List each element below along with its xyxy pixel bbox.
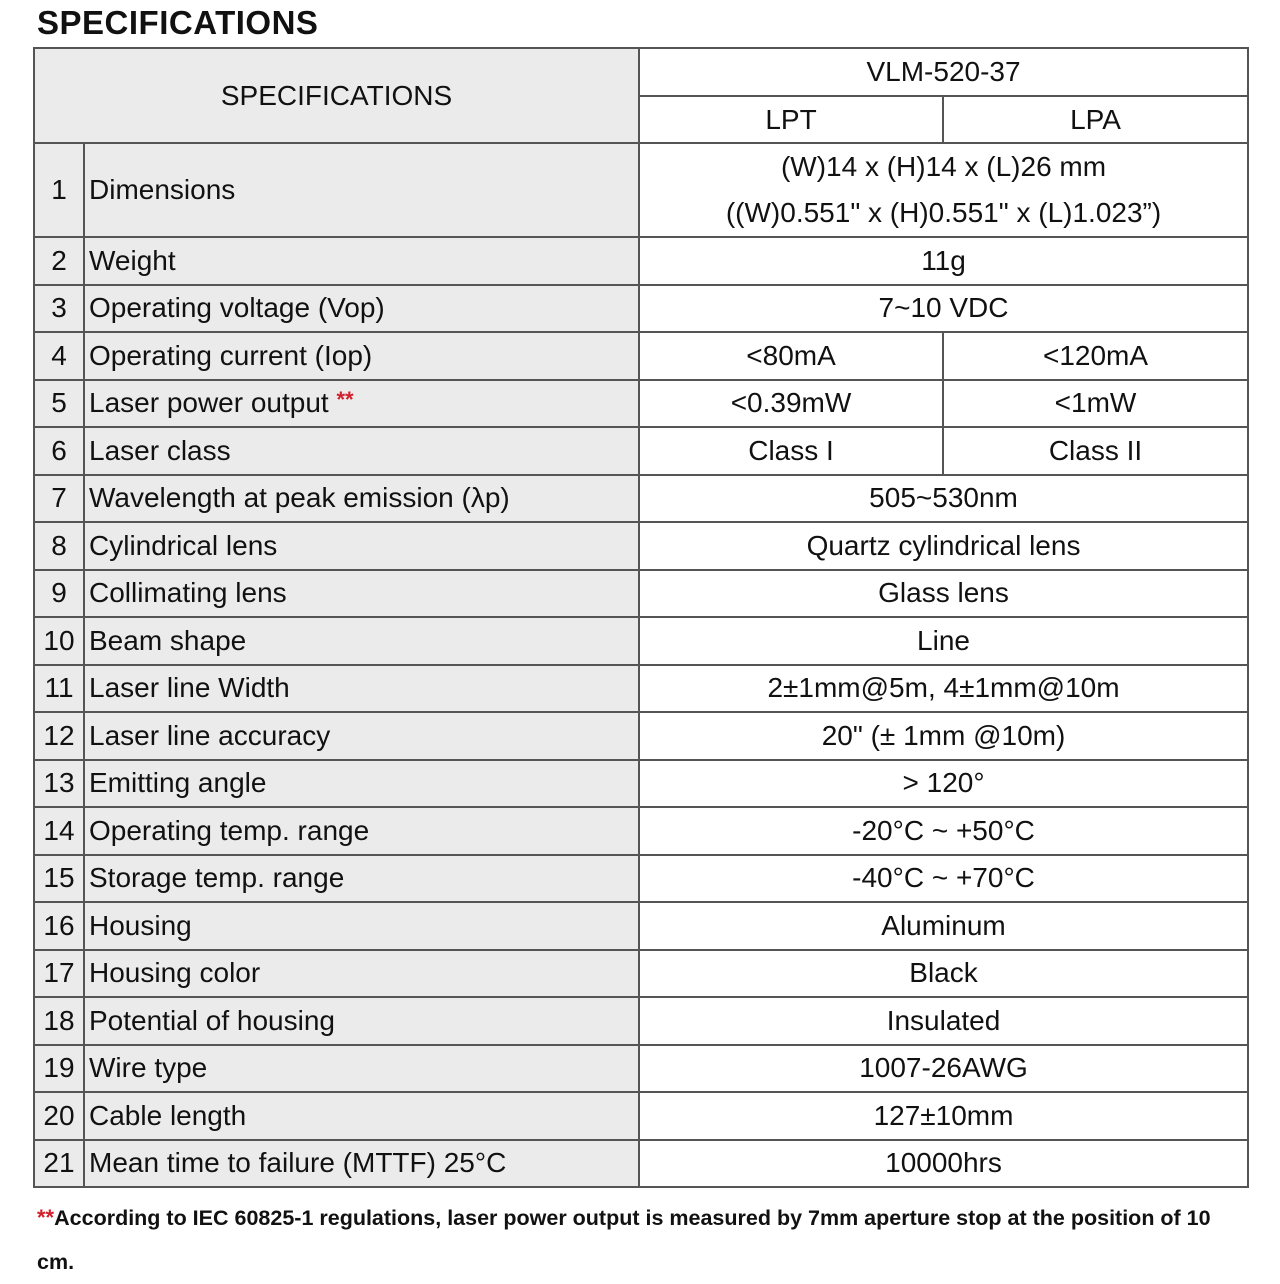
table-row <box>34 950 1248 998</box>
header-model: VLM-520-37 <box>639 48 1248 96</box>
header-spec-label: SPECIFICATIONS <box>34 48 639 143</box>
table-row <box>34 760 1248 808</box>
row-number: 16 <box>34 902 84 950</box>
row-number: 3 <box>34 285 84 333</box>
row-number: 20 <box>34 1092 84 1140</box>
row-value-lpa: <1mW <box>943 380 1248 428</box>
row-value: 11g <box>639 237 1248 285</box>
row-label: Operating current (Iop) <box>84 332 639 380</box>
row-number: 19 <box>34 1045 84 1093</box>
page-title: SPECIFICATIONS <box>37 4 319 41</box>
row-value-line2: ((W)0.551" x (H)0.551" x (L)1.023”) <box>725 197 1162 228</box>
row-number: 4 <box>34 332 84 380</box>
table-row <box>34 237 1248 285</box>
row-label: Dimensions <box>84 143 639 237</box>
row-label: Operating temp. range <box>84 807 639 855</box>
row-value <box>639 143 1248 237</box>
footnote-marker: ** <box>336 387 354 413</box>
row-value-lpa: <120mA <box>943 332 1248 380</box>
table-row <box>34 665 1248 713</box>
row-value: Glass lens <box>639 570 1248 618</box>
row-number: 8 <box>34 522 84 570</box>
row-number: 6 <box>34 427 84 475</box>
row-number: 21 <box>34 1140 84 1188</box>
table-row <box>34 1045 1248 1093</box>
table-row <box>34 807 1248 855</box>
row-value: 10000hrs <box>639 1140 1248 1188</box>
table-row <box>34 522 1248 570</box>
row-value: 127±10mm <box>639 1092 1248 1140</box>
row-label: Operating voltage (Vop) <box>84 285 639 333</box>
row-value: Aluminum <box>639 902 1248 950</box>
row-value: 20" (± 1mm @10m) <box>639 712 1248 760</box>
row-number: 12 <box>34 712 84 760</box>
row-label: Wavelength at peak emission (λp) <box>84 475 639 523</box>
row-label: Housing <box>84 902 639 950</box>
table-row <box>34 380 1248 428</box>
table-row <box>34 617 1248 665</box>
row-number: 14 <box>34 807 84 855</box>
row-label <box>84 380 639 428</box>
specifications-table <box>33 47 1249 1188</box>
table-row <box>34 285 1248 333</box>
table-row <box>34 332 1248 380</box>
table-row <box>34 427 1248 475</box>
row-label-text: Laser power output <box>89 387 329 419</box>
row-value-lpa: Class II <box>943 427 1248 475</box>
row-number: 9 <box>34 570 84 618</box>
row-number: 13 <box>34 760 84 808</box>
row-label: Laser line accuracy <box>84 712 639 760</box>
table-row <box>34 902 1248 950</box>
row-label: Laser line Width <box>84 665 639 713</box>
table-row <box>34 143 1248 237</box>
row-number: 5 <box>34 380 84 428</box>
row-value-lpt: <80mA <box>639 332 943 380</box>
table-row <box>34 1092 1248 1140</box>
row-value-lpt: Class I <box>639 427 943 475</box>
row-number: 17 <box>34 950 84 998</box>
row-value: Insulated <box>639 997 1248 1045</box>
footnote <box>37 1196 1237 1284</box>
row-label: Beam shape <box>84 617 639 665</box>
header-variant-lpa: LPA <box>943 96 1248 143</box>
row-number: 1 <box>34 143 84 237</box>
footnote-text: According to IEC 60825-1 regulations, laser power output is measured by 7mm aperture stop at the position of 10 cm. <box>37 1206 1211 1274</box>
row-value: 7~10 VDC <box>639 285 1248 333</box>
row-number: 2 <box>34 237 84 285</box>
row-label: Wire type <box>84 1045 639 1093</box>
row-label: Cylindrical lens <box>84 522 639 570</box>
row-label: Storage temp. range <box>84 855 639 903</box>
row-label: Emitting angle <box>84 760 639 808</box>
table-row <box>34 1140 1248 1188</box>
row-number: 10 <box>34 617 84 665</box>
row-value: Black <box>639 950 1248 998</box>
table-row <box>34 475 1248 523</box>
table-row <box>34 855 1248 903</box>
row-label: Mean time to failure (MTTF) 25°C <box>84 1140 639 1188</box>
row-value: -40°C ~ +70°C <box>639 855 1248 903</box>
footnote-marker: ** <box>37 1205 55 1230</box>
row-value-lpt: <0.39mW <box>639 380 943 428</box>
header-variant-lpt: LPT <box>639 96 943 143</box>
row-label: Potential of housing <box>84 997 639 1045</box>
row-number: 7 <box>34 475 84 523</box>
row-value: Line <box>639 617 1248 665</box>
row-value: Quartz cylindrical lens <box>639 522 1248 570</box>
table-row <box>34 997 1248 1045</box>
row-value: > 120° <box>639 760 1248 808</box>
row-label: Weight <box>84 237 639 285</box>
row-label: Laser class <box>84 427 639 475</box>
row-label: Housing color <box>84 950 639 998</box>
row-label: Cable length <box>84 1092 639 1140</box>
row-label: Collimating lens <box>84 570 639 618</box>
row-number: 18 <box>34 997 84 1045</box>
row-value-line1: (W)14 x (H)14 x (L)26 mm <box>780 151 1107 182</box>
row-number: 11 <box>34 665 84 713</box>
table-row <box>34 712 1248 760</box>
row-value: -20°C ~ +50°C <box>639 807 1248 855</box>
row-value: 505~530nm <box>639 475 1248 523</box>
table-row <box>34 570 1248 618</box>
row-value: 2±1mm@5m, 4±1mm@10m <box>639 665 1248 713</box>
row-value: 1007-26AWG <box>639 1045 1248 1093</box>
row-number: 15 <box>34 855 84 903</box>
